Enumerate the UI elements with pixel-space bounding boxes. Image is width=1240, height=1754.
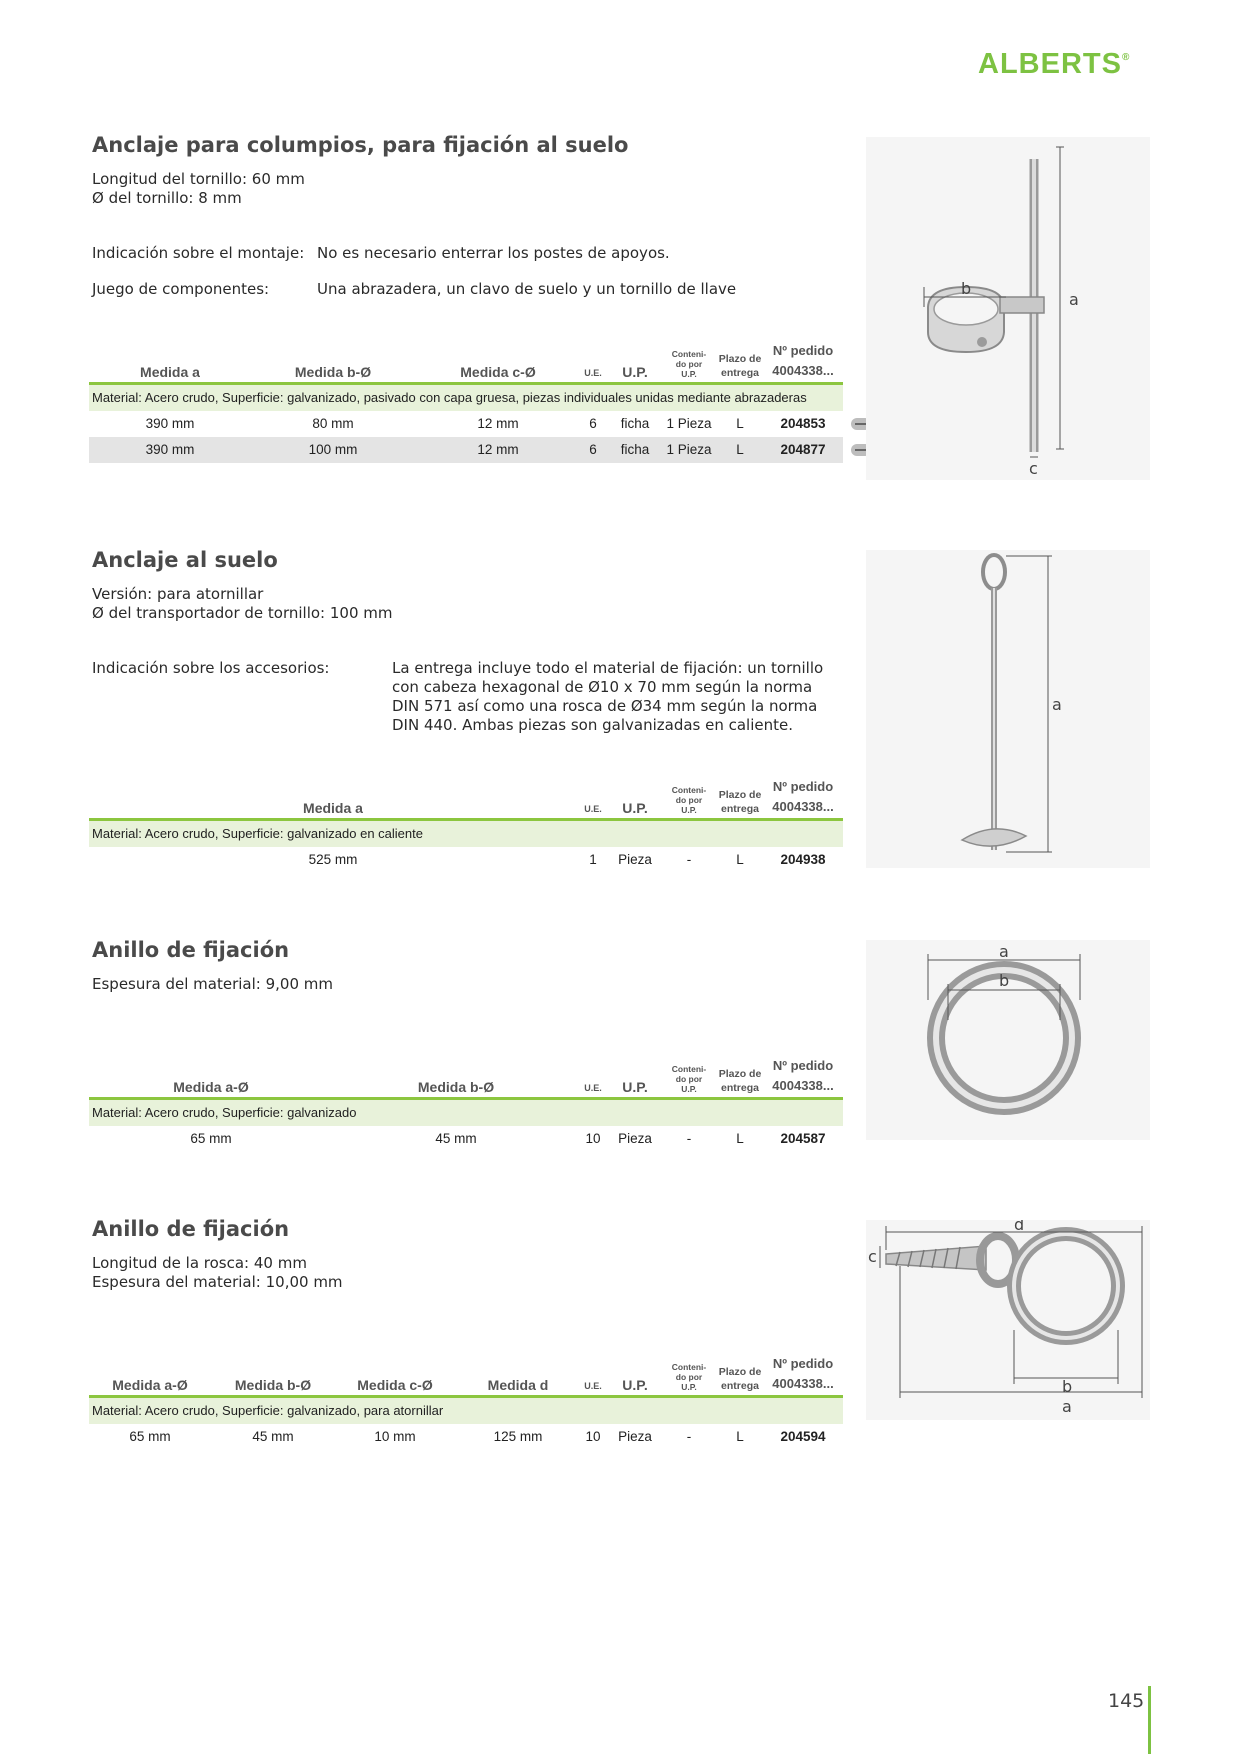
table-header: [89, 1349, 843, 1398]
table-header: [89, 772, 843, 821]
page-number-bar: [1148, 1686, 1151, 1754]
note-label: Indicación sobre los accesorios:: [92, 659, 330, 677]
page-number: 145: [1108, 1690, 1145, 1712]
table-row: 390 mm 100 mm 12 mm 6 ficha 1 Pieza L 204877: [89, 437, 843, 463]
col-header: Medida c-Ø: [357, 1377, 433, 1393]
col-header: U.P.: [622, 1377, 648, 1393]
col-header: Nº pedido 4004338...: [772, 343, 834, 378]
col-header: Medida d: [487, 1377, 549, 1393]
table-header: [89, 336, 843, 385]
brand-logo: ALBERTS®: [978, 48, 1130, 80]
product-figure: [866, 137, 1150, 480]
spec-line: Versión: para atornillar: [92, 585, 264, 603]
note-text: La entrega incluye todo el material de fijación: un tornillo con cabeza hexagonal de Ø10 x 70 mm según la norma DIN 571 así como una rosca de Ø34 mm según la norma DIN 440. Ambas piezas son galvanizadas en caliente.: [392, 659, 824, 734]
material-row: Material: Acero crudo, Superficie: galvanizado, pasivado con capa gruesa, piezas individuales unidas mediante abrazaderas: [89, 385, 843, 411]
product-figure: [866, 1220, 1150, 1420]
product-figure: [866, 940, 1150, 1140]
table-row: 65 mm 45 mm 10 Pieza - L 204587: [190, 1131, 826, 1146]
spec-line: Longitud de la rosca: 40 mm: [92, 1254, 307, 1272]
col-header: U.P.: [622, 1079, 648, 1095]
col-header: Medida b-Ø: [234, 1377, 312, 1393]
section-title: Anillo de fijación: [92, 1217, 290, 1241]
col-header: Medida a-Ø: [112, 1377, 188, 1393]
table-row: 525 mm 1 Pieza - L 204938: [308, 852, 826, 867]
dimension-label: a: [1062, 1397, 1072, 1416]
note-label: Indicación sobre el montaje:: [92, 244, 305, 262]
spec-line: Espesura del material: 9,00 mm: [92, 975, 333, 993]
col-header: Medida a-Ø: [173, 1079, 249, 1095]
dimension-label: c: [1029, 459, 1038, 478]
dimension-label: a: [999, 942, 1009, 961]
col-header: U.E.: [584, 804, 602, 814]
note-text: No es necesario enterrar los postes de apoyos.: [317, 244, 670, 262]
spec-line: Longitud del tornillo: 60 mm: [92, 170, 305, 188]
col-header: Conteni- do por U.P.: [671, 1064, 707, 1094]
col-header: Nº pedido 4004338...: [772, 779, 834, 814]
note-text: Una abrazadera, un clavo de suelo y un tornillo de llave: [317, 280, 737, 298]
dimension-label: b: [1062, 1377, 1073, 1396]
col-header: Plazo de entrega: [718, 1068, 762, 1094]
material-row: Material: Acero crudo, Superficie: galvanizado en caliente: [89, 821, 843, 847]
col-header: U.E.: [584, 1083, 602, 1093]
col-header: Nº pedido 4004338...: [772, 1356, 834, 1391]
material-row: Material: Acero crudo, Superficie: galvanizado: [89, 1100, 843, 1126]
section-title: Anclaje para columpios, para fijación al suelo: [92, 133, 629, 157]
col-header: Conteni- do por U.P.: [671, 349, 707, 379]
product-figure: [866, 550, 1150, 868]
col-header: Medida b-Ø: [294, 364, 372, 380]
col-header: Plazo de entrega: [718, 1366, 762, 1392]
dimension-label: b: [999, 971, 1010, 990]
spec-line: Ø del transportador de tornillo: 100 mm: [92, 604, 393, 622]
product-table: [89, 1051, 843, 1152]
dimension-label: a: [1069, 290, 1079, 309]
section-title: Anillo de fijación: [92, 938, 290, 962]
col-header: Medida c-Ø: [460, 364, 536, 380]
product-table: [89, 336, 843, 463]
material-row: Material: Acero crudo, Superficie: galvanizado, para atornillar: [89, 1398, 843, 1424]
dimension-label: a: [1052, 695, 1062, 714]
dimension-label: b: [961, 279, 972, 298]
col-header: U.P.: [622, 800, 648, 816]
section-title: Anclaje al suelo: [92, 548, 278, 572]
col-header: Nº pedido 4004338...: [772, 1058, 834, 1093]
table-header: [89, 1051, 843, 1100]
spec-line: Ø del tornillo: 8 mm: [92, 189, 242, 207]
col-header: U.E.: [584, 368, 602, 378]
spec-line: Espesura del material: 10,00 mm: [92, 1273, 343, 1291]
product-table: [89, 1349, 843, 1450]
table-row: 390 mm 80 mm 12 mm 6 ficha 1 Pieza L 204853: [89, 411, 843, 437]
col-header: Conteni- do por U.P.: [671, 785, 707, 815]
table-row: 65 mm 45 mm 10 mm 125 mm 10 Pieza - L 204594: [129, 1429, 826, 1444]
col-header: Medida b-Ø: [417, 1079, 495, 1095]
dimension-label: d: [1014, 1220, 1025, 1234]
note-label: Juego de componentes:: [92, 280, 270, 298]
col-header: U.E.: [584, 1381, 602, 1391]
col-header: Plazo de entrega: [718, 353, 762, 379]
col-header: U.P.: [622, 364, 648, 380]
col-header: Plazo de entrega: [718, 789, 762, 815]
dimension-label: c: [868, 1247, 877, 1266]
col-header: Medida a: [303, 800, 363, 816]
col-header: Medida a: [140, 364, 200, 380]
col-header: Conteni- do por U.P.: [671, 1362, 707, 1392]
product-table: [89, 772, 843, 873]
